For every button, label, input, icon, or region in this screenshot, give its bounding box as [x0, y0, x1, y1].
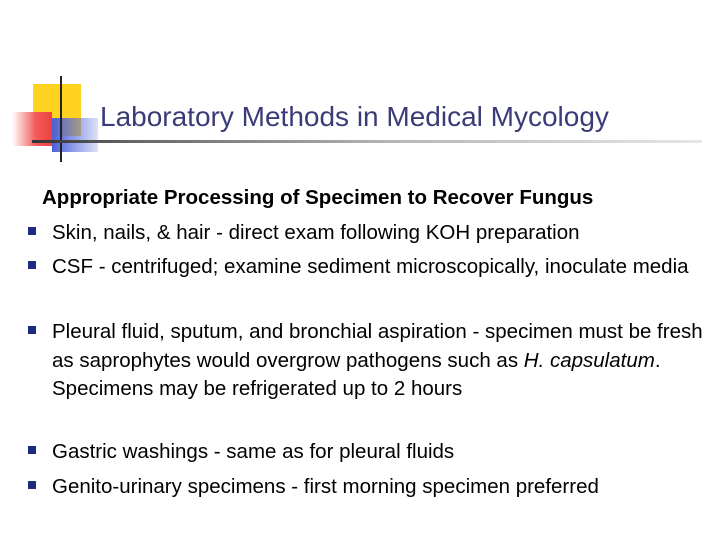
slide-subtitle: Appropriate Processing of Specimen to Recover Fungus: [42, 186, 594, 209]
bullet-square-icon: [28, 227, 36, 235]
bullet-text: Genito-urinary specimens - first morning specimen preferred: [52, 475, 599, 498]
title-underline: [32, 140, 702, 143]
bullet-text: CSF - centrifuged; examine sediment microscopically, inoculate media: [52, 255, 689, 278]
bullet-square-icon: [28, 481, 36, 489]
organism-name: H. capsulatum: [523, 348, 655, 372]
bullet-square-icon: [28, 261, 36, 269]
slide-title: Laboratory Methods in Medical Mycology: [100, 101, 609, 132]
bullet-text-part: . Specimens may be refrigerated up to 2 hours: [52, 348, 661, 400]
decor-blue-square: [52, 118, 98, 152]
bullet-square-icon: [28, 446, 36, 454]
bullet-text-part: Pleural fluid, sputum, and bronchial aspiration - specimen must be fresh as saprophytes would overgrow pathogens such as: [52, 320, 703, 372]
bullet-square-icon: [28, 326, 36, 334]
decor-vertical-line: [60, 76, 62, 162]
bullet-text: Gastric washings - same as for pleural fluids: [52, 440, 455, 463]
bullet-text: Skin, nails, & hair - direct exam following KOH preparation: [52, 221, 580, 244]
bullet-text: [52, 318, 718, 404]
